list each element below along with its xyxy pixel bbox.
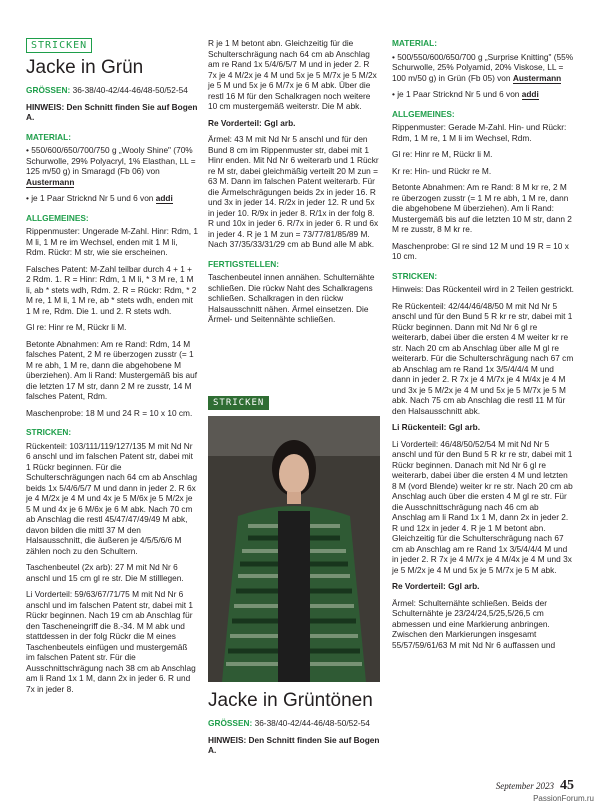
pattern-title-2: Jacke in Grüntönen (208, 690, 373, 711)
material-heading-2: MATERIAL: (392, 38, 438, 48)
material-needles: • je 1 Paar Stricknd Nr 5 und 6 von addi (26, 193, 173, 203)
sleeves: Ärmel: 43 M mit Nd Nr 5 anschl und für den Bund 8 cm im Rippenmuster str, dabei mit 1 Hinr enden. Mit Nd Nr 6 weiterarb und 1 Rückr re M str, dabei gleichmäßig verteilt 20 M zun = 63 M. Dann im falschen Patent weiterarb. Für die Ärmelschrägungen beids 2x in jeder 16. R und 3x in jeder 14. R/2x in jeder 12. R und 5x in jeder 10. R/9x in jeder 8. R/1x in der folg 8. R und 10x in jeder 6. R/7x in jeder 6. R und 6x in jeder 4. R je 1 M zun = 73/77/81/85/89 M. Nach 37/35/33/31/29 cm ab Bund alle M abk. (208, 134, 379, 249)
pocket-bag: Taschenbeutel (2x arb): 27 M mit Nd Nr 6 anschl und 15 cm gl re str. Die M stilllegen. (26, 562, 184, 583)
sizes-2: GRÖSSEN: 36-38/40-42/44-46/48-50/52-54 (208, 718, 370, 728)
knitting-heading: STRICKEN: (26, 427, 72, 437)
sleeves-2: Ärmel: Schulternähte schließen. Beids der Schulternähte je 23/24/24,5/25,5/26,5 cm abmessen und eine Markierung anbringen. Zwischen den Markierungen insgesamt 55/57/59/61/63 M mit Nd Nr 6 auffassen und (392, 597, 556, 650)
model-photo (208, 416, 380, 682)
general-heading: ALLGEMEINES: (26, 212, 89, 223)
watermark: PassionForum.ru (533, 794, 594, 803)
material-yarn: • 550/600/650/700/750 g „Wooly Shine" (70% Schurwolle, 29% Polyacryl, 1% Elasthan, LL = 125 m/50 g) in Smaragd (Fb 06) von Austermann (26, 145, 196, 187)
rib-pattern: Rippenmuster: Ungerade M-Zahl. Hinr: Rdm, 1 M li, 1 M re im Wechsel, enden mit 1 M li, Rdm. Rückr: M str, wie sie erscheinen. (26, 226, 198, 257)
stockinette: Gl re: Hinr re M, Rückr li M. (26, 322, 127, 332)
note-2: Hinweis: Das Rückenteil wird in 2 Teilen gestrickt. (392, 284, 574, 294)
material-needles-2: • je 1 Paar Stricknd Nr 5 und 6 von addi (392, 89, 539, 99)
photo-tag: STRICKEN (208, 392, 269, 410)
general-heading-2: ALLGEMEINES: (392, 108, 455, 119)
column-middle (208, 38, 380, 331)
section-tag: STRICKEN (26, 38, 92, 53)
material-yarn-2: • 500/550/600/650/700 g „Surprise Knitting" (55% Schurwolle, 25% Polyamid, 20% Viskose, LL = 100 m/50 g) in Grün (Fb 05) von Austermann (392, 51, 574, 83)
gauge-2: Maschenprobe: Gl re sind 12 M und 19 R = 10 x 10 cm. (392, 240, 569, 261)
hint-2: HINWEIS: Den Schnitt finden Sie auf Bogen A. (208, 734, 380, 755)
page-footer (496, 778, 574, 794)
pattern-title: Jacke in Grün (26, 57, 144, 78)
gauge: Maschenprobe: 18 M und 24 R = 10 x 10 cm. (26, 407, 193, 418)
material-heading: MATERIAL: (26, 131, 72, 142)
finishing: Taschenbeutel innen annähen. Schulternähte schließen. Die rückw Naht des Schalkragens schließen. Schalkragen in den rückw Halsausschnitt nähen. Ärmel einsetzen. Die Ärmel- und Seitennähte schließen. (208, 272, 375, 324)
false-patent: Falsches Patent: M-Zahl teilbar durch 4 + 1 + 2 Rdm. 1. R = Hinr: Rdm, 1 M li, * 3 M re, 1 M li, ab * stets wdh, Rdm. 2. R = Rückr: Rdm, * 2 M re, 1 M li, 1 M re, ab * stets wdh, enden mit 1 M re, Rdm. Die 1. und 2. R stets wdh. (26, 263, 197, 316)
sizes: GRÖSSEN: 36-38/40-42/44-46/48-50/52-54 (26, 85, 188, 95)
column-right (392, 38, 574, 656)
left-front: Li Vorderteil: 59/63/67/71/75 M mit Nd Nr 6 anschl und im falschen Patent str, dabei mit 1 Rückr beginnen. Nach 19 cm ab Anschlag für den Tascheneingriff die 8.-34. M M abk und stattdessen in der folg Rückr die M eines Taschenbeutels einfügen und mustergemäß im falschen Patent str. Für die Ausschnittschrägung nach 38 cm ab Anschlag am li Rand 1x 1 M, dann 2x in jeder 6. R und 7x in jeder 8. (26, 589, 196, 694)
garter-2: Kr re: Hin- und Rückr re M. (392, 165, 492, 176)
rib-pattern-2: Rippenmuster: Gerade M-Zahl. Hin- und Rückr: Rdm, 1 M re, 1 M li im Wechsel, Rdm. (392, 122, 567, 143)
second-pattern-header (208, 686, 380, 762)
footer-month: September 2023 (495, 781, 554, 791)
left-front-2: Li Vorderteil: 46/48/50/52/54 M mit Nd Nr 5 anschl und für den Bund 5 R kr re str, dabei mit 1 Rückr beginnen. Danach mit Nd Nr 6 gl re weiterarb, dabei über die ersten 4 M und letzten 8 M (vord Blende) weiter kr re str. Nach 20 cm ab Anschlag auch über die ersten 4 M gl re str. Für die Ausschnittschrägung nach 46 cm ab Anschlag am li Rand 1x 1 M, dann 2x in jeder 2. R und 12x in jeder 4. R je 1 M betont abn. Gleichzeitig für die Schulterschrägung nach 67 cm ab Anschlag am re Rand 1x 3/5/4/4/4 M und in jeder 2. R 7x je 4 M/7x je 4 M/4x je 4 M und 3x je 5 M/2x je 4 M und 5x je 5 M/7x je 5 M abk. (392, 438, 573, 575)
decreases-2: Betonte Abnahmen: Am re Rand: 8 M kr re, 2 M re überzogen zusstr (= 1 M re abh, 1 M re, dann die abgehobene M überziehen). Am li Rand: Mustergemäß bis auf die letzten 10 M str, dann 2 M re zusstr, 8 M kr re. (392, 182, 572, 234)
right-front: Re Vorderteil: Ggl arb. (208, 117, 296, 128)
decreases: Betonte Abnahmen: Am re Rand: Rdm, 14 M falsches Patent, 2 M re überzogen zusstr (= 1 M re abh, 1 M re, dann die abgehobene M überziehen). Am li Rand: Mustergemäß bis auf die letzten 17 M str, dann 2 M re zusstr, 14 M falsches Patent, Rdm. (26, 338, 198, 401)
finishing-heading: FERTIGSTELLEN: (208, 258, 279, 269)
knitting-heading-2: STRICKEN: (392, 270, 438, 281)
left-back: Li Rückenteil: Ggl arb. (392, 422, 481, 432)
right-back: Re Rückenteil: 42/44/46/48/50 M mit Nd Nr 5 anschl und für den Bund 5 R kr re str, dabei mit 1 Rückr beginnen. Dann mit Nd Nr 6 gl re weiterarb, dabei über die ersten 4 M weiter kr re str. Nach 20 cm ab Anschlag über alle M gl re weiterarb. Für die Schulterschrägung nach 67 cm ab Anschlag am re Rand 1x 3/5/4/4/4 M und dann in jeder 2. R 7x je 4 M/7x je 4 M/4x je 4 M und 3x je 5 M/2x je 4 M und 5x je 5 M/7x je 5 M abk. Nach 75 cm ab Anschlag die restl 11 M für den Halsausschnitt abk. (392, 300, 574, 416)
hint: HINWEIS: Den Schnitt finden Sie auf Bogen A. (26, 101, 198, 122)
right-front-2: Re Vorderteil: Ggl arb. (392, 581, 480, 591)
stockinette-2: Gl re: Hinr re M, Rückr li M. (392, 149, 493, 159)
left-front-cont: R je 1 M betont abn. Gleichzeitig für die Schulterschrägung nach 64 cm ab Anschlag am re Rand 1x 5/4/6/5/7 M und in jeder 2. R 7x je 4 M/2x je 4 M und 5x je 5 M/7x je 5 M/2x je 5 M und 5x je 6 M/7x je 6 M abk. Über die restl 16 M für den Schalkragen noch weitere 10 cm mustergemäß weiterstr. Die M abk. (208, 38, 377, 111)
page-number: 45 (560, 778, 574, 793)
column-left (26, 38, 198, 700)
back-piece: Rückenteil: 103/111/119/127/135 M mit Nd Nr 6 anschl und im falschen Patent str, dabei mit 1 Rückr beginnen. Für die Schulterschrägungen nach 64 cm ab Anschlag beids 1x 5/4/6/5/7 M und dann in jeder 2. R 6x je 4 M/2x je 4 M und 4x je 5 M/6x je 5 M/2x je 5 M und 4x je 6 M/6x je 6 M abk. Nach 70 cm ab Anschlag die restl 45/47/47/49/49 M abk, davon bilden die mittl 37 M den Halsausschnitt, die äußeren je 4/5/5/6/6 M zählen noch zu den Schultern. (26, 440, 198, 556)
